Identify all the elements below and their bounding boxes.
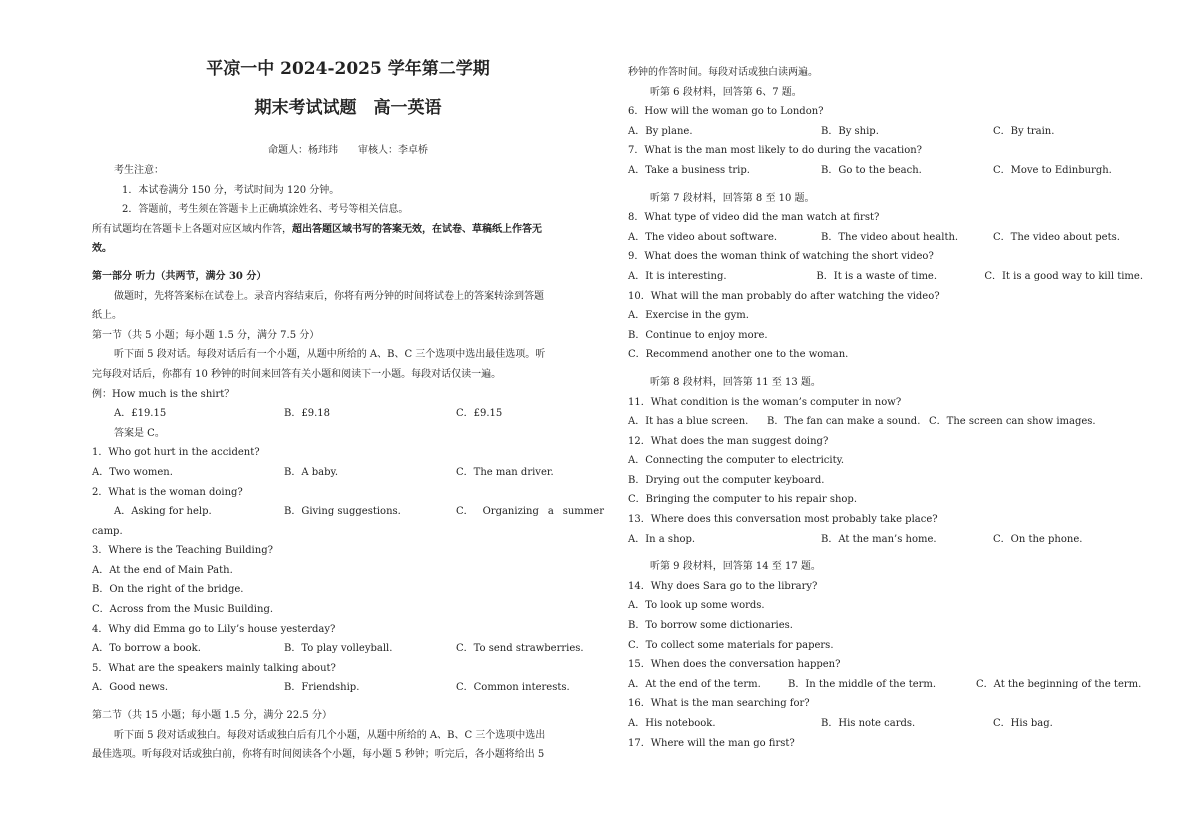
q16-option-b: B．His note cards. — [821, 718, 916, 729]
section1-directions-line2: 完每段对话后，你都有 10 秒钟的时间来回答有关小题和阅读下一小题。每段对话仅读一遍。 — [92, 368, 502, 380]
q10-option-c: C．Recommend another one to the woman. — [628, 349, 849, 361]
q5-option-c: C．Common interests. — [456, 682, 570, 694]
notice-item-3 — [92, 220, 604, 240]
q7-option-b: B．Go to the beach. — [821, 164, 922, 176]
question-2-options — [92, 502, 604, 522]
question-8: 8．What type of video did the man watch at first? — [628, 212, 880, 224]
q14-option-c: C．To collect some materials for papers. — [628, 639, 834, 651]
question-17: 17．Where will the man go first? — [628, 737, 795, 749]
q2-option-c-part2: Organizing — [482, 506, 539, 518]
question-15-options — [628, 675, 1143, 695]
question-5: 5．What are the speakers mainly talking about? — [92, 662, 336, 674]
question-13-options — [628, 530, 1143, 550]
question-16: 16．What is the man searching for? — [628, 698, 810, 710]
q7-option-c: C．Move to Edinburgh. — [993, 164, 1112, 176]
q11-option-a: A．It has a blue screen. — [628, 416, 749, 428]
q8-option-a: A．The video about software. — [628, 231, 778, 243]
q13-option-a: A．In a shop. — [628, 533, 696, 545]
q15-option-c: C．At the beginning of the term. — [976, 678, 1142, 690]
q15-option-b: B．In the middle of the term. — [788, 678, 937, 690]
question-9: 9．What does the woman think of watching the short video? — [628, 251, 934, 263]
question-1: 1．Who got hurt in the accident? — [92, 447, 260, 459]
question-4-options — [92, 639, 604, 659]
q1-option-a: A．Two women. — [92, 466, 173, 478]
q5-option-b: B．Friendship. — [284, 682, 360, 694]
question-4: 4．Why did Emma go to Lily’s house yesterday? — [92, 623, 336, 635]
question-16-options — [628, 714, 1143, 734]
q3-option-c: C．Across from the Music Building. — [92, 604, 274, 616]
q5-option-a: A．Good news. — [92, 682, 169, 694]
section2-directions-cont: 秒钟的作答时间。每段对话或独白读两遍。 — [628, 67, 818, 78]
question-3: 3．Where is the Teaching Building? — [92, 545, 273, 557]
q4-option-c: C．To send strawberries. — [456, 643, 584, 655]
q8-option-b: B．The video about health. — [821, 231, 959, 243]
q9-option-c: C．It is a good way to kill time. — [984, 270, 1143, 282]
example-option-c: C．£9.15 — [456, 408, 503, 420]
notice-item-3-end: 效。 — [92, 243, 112, 255]
question-6-options — [628, 122, 1143, 142]
material-7-heading: 听第 7 段材料，回答第 8 至 10 题。 — [650, 192, 815, 204]
q2-option-a: A．Asking for help. — [114, 506, 212, 518]
q12-option-b: B．Drying out the computer keyboard. — [628, 474, 825, 486]
section2-directions-line1: 听下面 5 段对话或独白。每段对话或独白后有几个小题，从题中所给的 A、B、C 三个选项中选出 — [114, 729, 546, 741]
q12-option-c: C．Bringing the computer to his repair shop. — [628, 494, 857, 506]
q2-option-c-cont: camp. — [92, 525, 123, 537]
q4-option-a: A．To borrow a book. — [92, 643, 201, 655]
notice-heading: 考生注意： — [114, 165, 164, 176]
question-7-options — [628, 161, 1143, 181]
question-10: 10．What will the man probably do after watching the video? — [628, 290, 940, 302]
q14-option-b: B．To borrow some dictionaries. — [628, 620, 793, 632]
example-options — [92, 404, 604, 424]
question-14: 14．Why does Sara go to the library? — [628, 580, 818, 592]
part1-intro-line2: 纸上。 — [92, 310, 122, 322]
q3-option-a: A．At the end of Main Path. — [92, 564, 233, 576]
right-body — [628, 63, 1143, 753]
q9-option-a: A．It is interesting. — [628, 270, 727, 282]
q2-option-b: B．Giving suggestions. — [284, 506, 401, 518]
q13-option-b: B．At the man’s home. — [821, 533, 937, 545]
notice-item-2: 2．答题前，考生须在答题卡上正确填涂姓名、考号等相关信息。 — [122, 204, 409, 216]
q2-option-c-part4: summer — [562, 506, 604, 518]
section1-heading: 第一节（共 5 小题；每小题 1.5 分，满分 7.5 分） — [92, 329, 320, 341]
question-1-options — [92, 463, 604, 483]
q2-option-c — [456, 502, 604, 522]
exam-title-line2: 期末考试试题 高一英语 — [254, 98, 442, 118]
q1-option-b: B．A baby. — [284, 466, 339, 478]
section2-directions-line2: 最佳选项。听每段对话或独白前，你将有时间阅读各个小题，每小题 5 秒钟；听完后，各小题将给出 5 — [92, 749, 545, 761]
material-6-heading: 听第 6 段材料，回答第 6、7 题。 — [650, 86, 802, 98]
q2-option-c-part1: C． — [456, 506, 474, 518]
part1-intro-line1: 做题时，先将答案标在试卷上。录音内容结束后，你将有两分钟的时间将试卷上的答案转涂到答题 — [114, 290, 544, 302]
question-6: 6．How will the woman go to London? — [628, 106, 824, 118]
example-answer: 答案是 C。 — [114, 427, 165, 439]
q1-option-c: C．The man driver. — [456, 466, 554, 478]
part1-heading: 第一部分 听力（共两节，满分 30 分） — [92, 270, 267, 282]
material-9-heading: 听第 9 段材料，回答第 14 至 17 题。 — [650, 561, 821, 573]
question-5-options — [92, 678, 604, 698]
exam-authors: 命题人：杨玮玮 审核人：李卓桥 — [268, 145, 428, 156]
q8-option-c: C．The video about pets. — [993, 231, 1120, 243]
q4-option-b: B．To play volleyball. — [284, 643, 393, 655]
q10-option-b: B．Continue to enjoy more. — [628, 329, 768, 341]
question-8-options — [628, 228, 1143, 248]
section2-heading: 第二节（共 15 小题；每小题 1.5 分，满分 22.5 分） — [92, 710, 332, 722]
q3-option-b: B．On the right of the bridge. — [92, 584, 244, 596]
q11-option-c: C．The screen can show images. — [929, 416, 1096, 428]
q15-option-a: A．At the end of the term. — [628, 678, 761, 690]
material-8-heading: 听第 8 段材料，回答第 11 至 13 题。 — [650, 376, 821, 388]
example-question: 例：How much is the shirt？ — [92, 388, 235, 400]
q2-option-c-part3: a — [547, 506, 554, 518]
q9-option-b: B．It is a waste of time. — [816, 270, 938, 282]
section1-directions-line1: 听下面 5 段对话。每段对话后有一个小题，从题中所给的 A、B、C 三个选项中选出最佳选项。听 — [114, 349, 546, 361]
question-12: 12．What does the man suggest doing? — [628, 435, 829, 447]
question-13: 13．Where does this conversation most probably take place? — [628, 514, 938, 526]
q16-option-c: C．His bag. — [993, 718, 1053, 729]
question-9-options — [628, 267, 1143, 287]
left-body — [92, 161, 604, 765]
notice-item-3-text: 所有试题均在答题卡上各题对应区域内作答， — [92, 223, 292, 235]
q13-option-c: C．On the phone. — [993, 533, 1083, 545]
q12-option-a: A．Connecting the computer to electricity. — [628, 455, 845, 467]
notice-item-3-bold: 超出答题区域书写的答案无效，在试卷、草稿纸上作答无 — [292, 223, 542, 235]
question-15: 15．When does the conversation happen? — [628, 659, 841, 671]
q7-option-a: A．Take a business trip. — [628, 164, 750, 176]
q16-option-a: A．His notebook. — [628, 718, 716, 729]
q11-option-b: B．The fan can make a sound. — [767, 416, 921, 428]
question-7: 7．What is the man most likely to do during the vacation? — [628, 145, 923, 157]
q10-option-a: A．Exercise in the gym. — [628, 310, 749, 322]
question-11: 11．What condition is the woman’s computer in now? — [628, 396, 902, 408]
example-option-a: A．£19.15 — [114, 408, 167, 420]
q14-option-a: A．To look up some words. — [628, 600, 765, 612]
q6-option-a: A．By plane. — [628, 125, 693, 137]
q6-option-c: C．By train. — [993, 125, 1055, 137]
exam-title-line1: 平凉一中 2024-2025 学年第二学期 — [206, 59, 490, 79]
question-11-options — [628, 412, 1143, 432]
question-2: 2．What is the woman doing? — [92, 486, 243, 498]
q6-option-b: B．By ship. — [821, 125, 879, 137]
notice-item-1: 1．本试卷满分 150 分，考试时间为 120 分钟。 — [122, 184, 340, 196]
example-option-b: B．£9.18 — [284, 408, 330, 420]
